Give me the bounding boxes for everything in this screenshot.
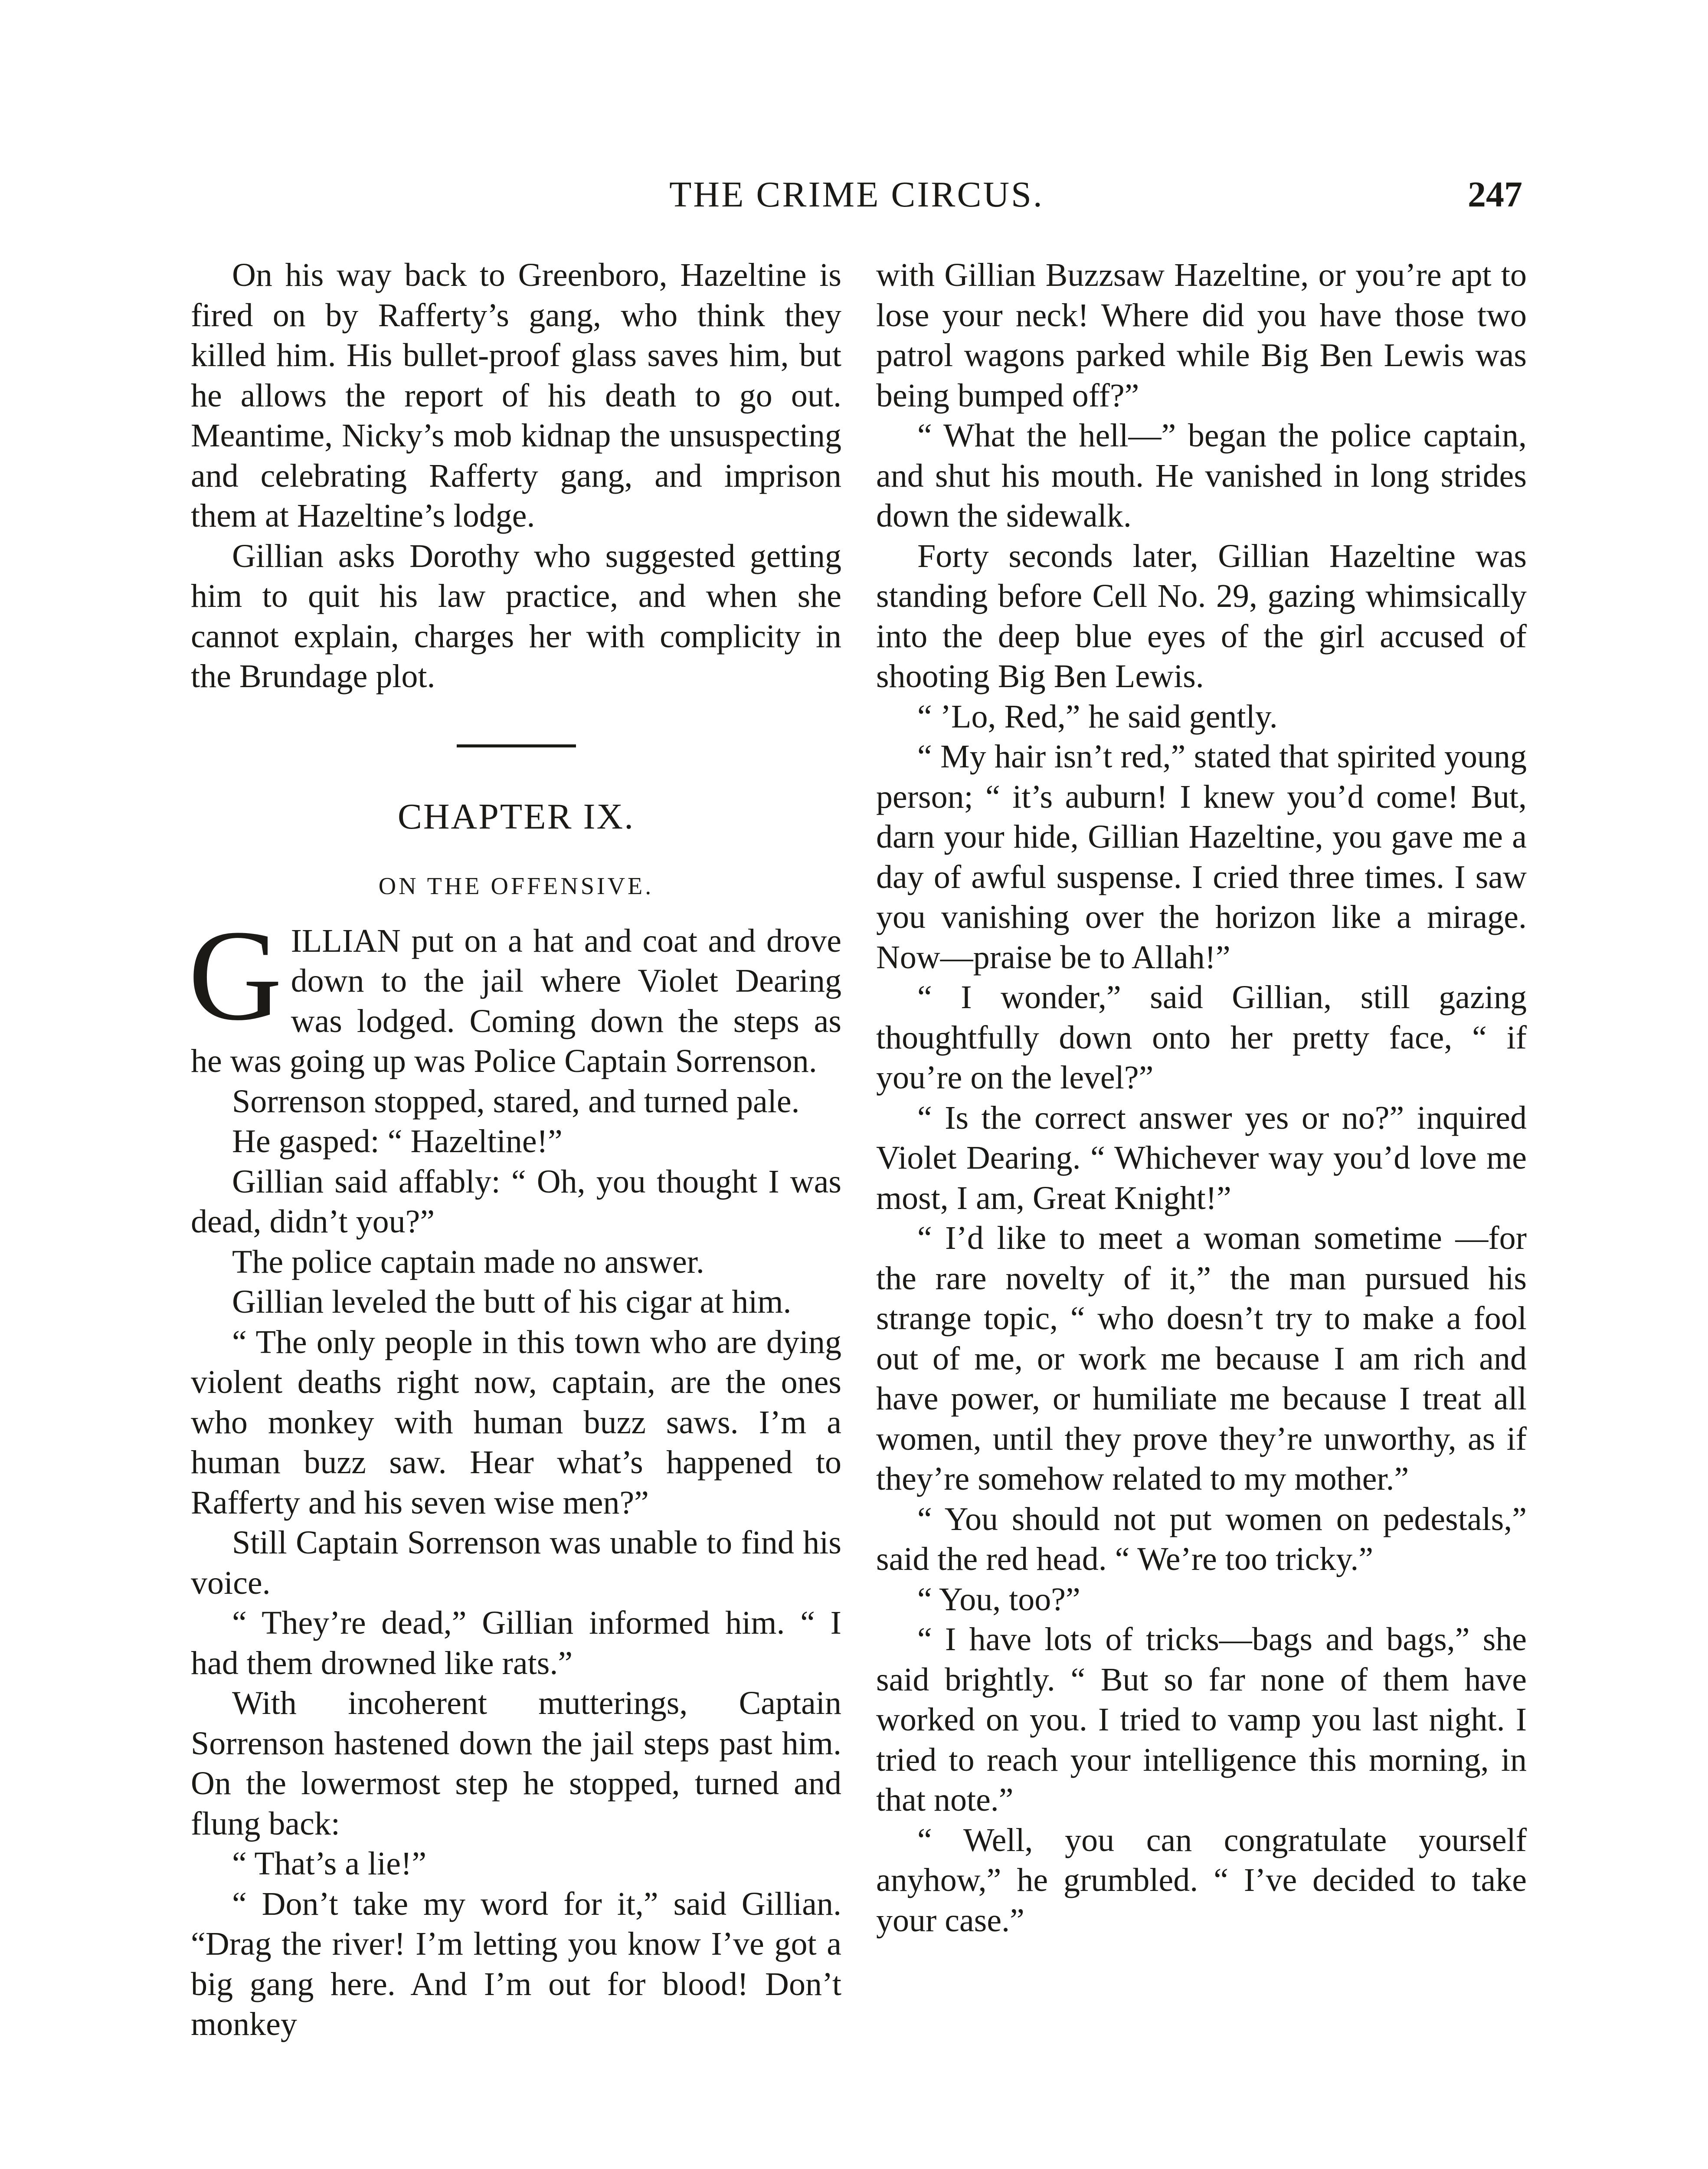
paragraph: “ You, too?” (917, 1581, 1080, 1618)
opening-text: ILLIAN put on a hat and coat and drove down to the jail where Violet Dearing was lodged. Coming down the steps as he was going up was Police Captain Sorrenson. (191, 922, 841, 1079)
paragraph: He gasped: “ Hazeltine!” (232, 1123, 563, 1160)
paragraph: “ I’d like to meet a woman sometime —for the rare novelty of it,” the man pursued his strange topic, “ who doesn’t try to make a fool out of me, or work me because I am rich and have power, or humiliate me because I treat all women, until they prove they’re unworthy, as if they’re somehow related to my mother.” (876, 1220, 1527, 1497)
paragraph: “ My hair isn’t red,” stated that spirited young person; “ it’s auburn! I knew you’d come! But, darn your hide, Gillian Hazeltine, you gave me a day of awful suspense. I cried three times. I saw you vanishing over the horizon like a mirage. Now—praise be to Allah!” (876, 738, 1527, 976)
paragraph: On his way back to Greenboro, Hazeltine is fired on by Rafferty’s gang, who think they killed him. His bullet-proof glass saves him, but he allows the report of his death to go out. Meantime, Nicky’s mob kidnap the unsuspecting and celebrating Rafferty gang, and imprison them at Hazeltine’s lodge. (191, 257, 841, 534)
chapter-subtitle: ON THE OFFENSIVE. (378, 872, 654, 900)
paragraph: Forty seconds later, Gillian Hazeltine was standing before Cell No. 29, gazing whimsically into the deep blue eyes of the girl accused of shooting Big Ben Lewis. (876, 537, 1527, 695)
paragraph: “ You should not put women on pedestals,” said the red head. “ We’re too tricky.” (876, 1501, 1527, 1577)
paragraph: With incoherent mutterings, Captain Sorrenson hastened down the jail steps past him. On the lowermost step he stopped, turned and flung back: (191, 1685, 841, 1842)
paragraph: “ I have lots of tricks—bags and bags,” she said brightly. “ But so far none of them have worked on you. I tried to vamp you last night. I tried to reach your intelligence this morning, in that note.” (876, 1621, 1527, 1818)
paragraph: “ I wonder,” said Gillian, still gazing thoughtfully down onto her pretty face, “ if you’re on the level?” (876, 979, 1527, 1096)
paragraph: “ That’s a lie!” (232, 1845, 427, 1882)
paragraph: Sorrenson stopped, stared, and turned pale. (232, 1083, 800, 1120)
paragraph: “ Don’t take my word for it,” said Gillian. “Drag the river! I’m letting you know I’ve got a big gang here. And I’m out for blood! Don’t monkey (191, 1885, 841, 2042)
paragraph: Gillian leveled the butt of his cigar at him. (232, 1284, 792, 1320)
paragraph: The police captain made no answer. (232, 1243, 704, 1280)
paragraph: Gillian said affably: “ Oh, you thought I was dead, didn’t you?” (191, 1163, 841, 1240)
drop-cap: G (188, 903, 282, 1047)
paragraph: “ ’Lo, Red,” he said gently. (917, 698, 1278, 735)
paragraph: “ What the hell—” began the police captain, and shut his mouth. He vanished in long strides down the sidewalk. (876, 417, 1527, 534)
left-column (188, 255, 841, 2044)
paragraph: “ Well, you can congratulate yourself anyhow,” he grumbled. “ I’ve decided to take your case.” (876, 1822, 1527, 1939)
section-divider (457, 744, 576, 747)
running-title: THE CRIME CIRCUS. (669, 174, 1044, 215)
chapter-opening-paragraph (188, 903, 841, 1081)
right-column (876, 255, 1527, 1940)
paragraph: “ Is the correct answer yes or no?” inquired Violet Dearing. “ Whichever way you’d love me most, I am, Great Knight!” (876, 1099, 1527, 1216)
paragraph: “ They’re dead,” Gillian informed him. “ I had them drowned like rats.” (191, 1605, 841, 1681)
page-number: 247 (1468, 174, 1522, 215)
paragraph: “ The only people in this town who are dying violent deaths right now, captain, are the ones who monkey with human buzz saws. I’m a human buzz saw. Hear what’s happened to Rafferty and his seven wise men?” (191, 1324, 841, 1521)
continued-paragraph: with Gillian Buzzsaw Hazeltine, or you’re apt to lose your neck! Where did you have those two patrol wagons parked while Big Ben Lewis was being bumped off?” (876, 257, 1527, 414)
paragraph: Still Captain Sorrenson was unable to find his voice. (191, 1524, 841, 1601)
paragraph: Gillian asks Dorothy who suggested getting him to quit his law practice, and when she cannot explain, charges her with complicity in the Brundage plot. (191, 537, 841, 695)
chapter-title: CHAPTER IX. (397, 796, 635, 837)
page-header (191, 174, 1522, 221)
